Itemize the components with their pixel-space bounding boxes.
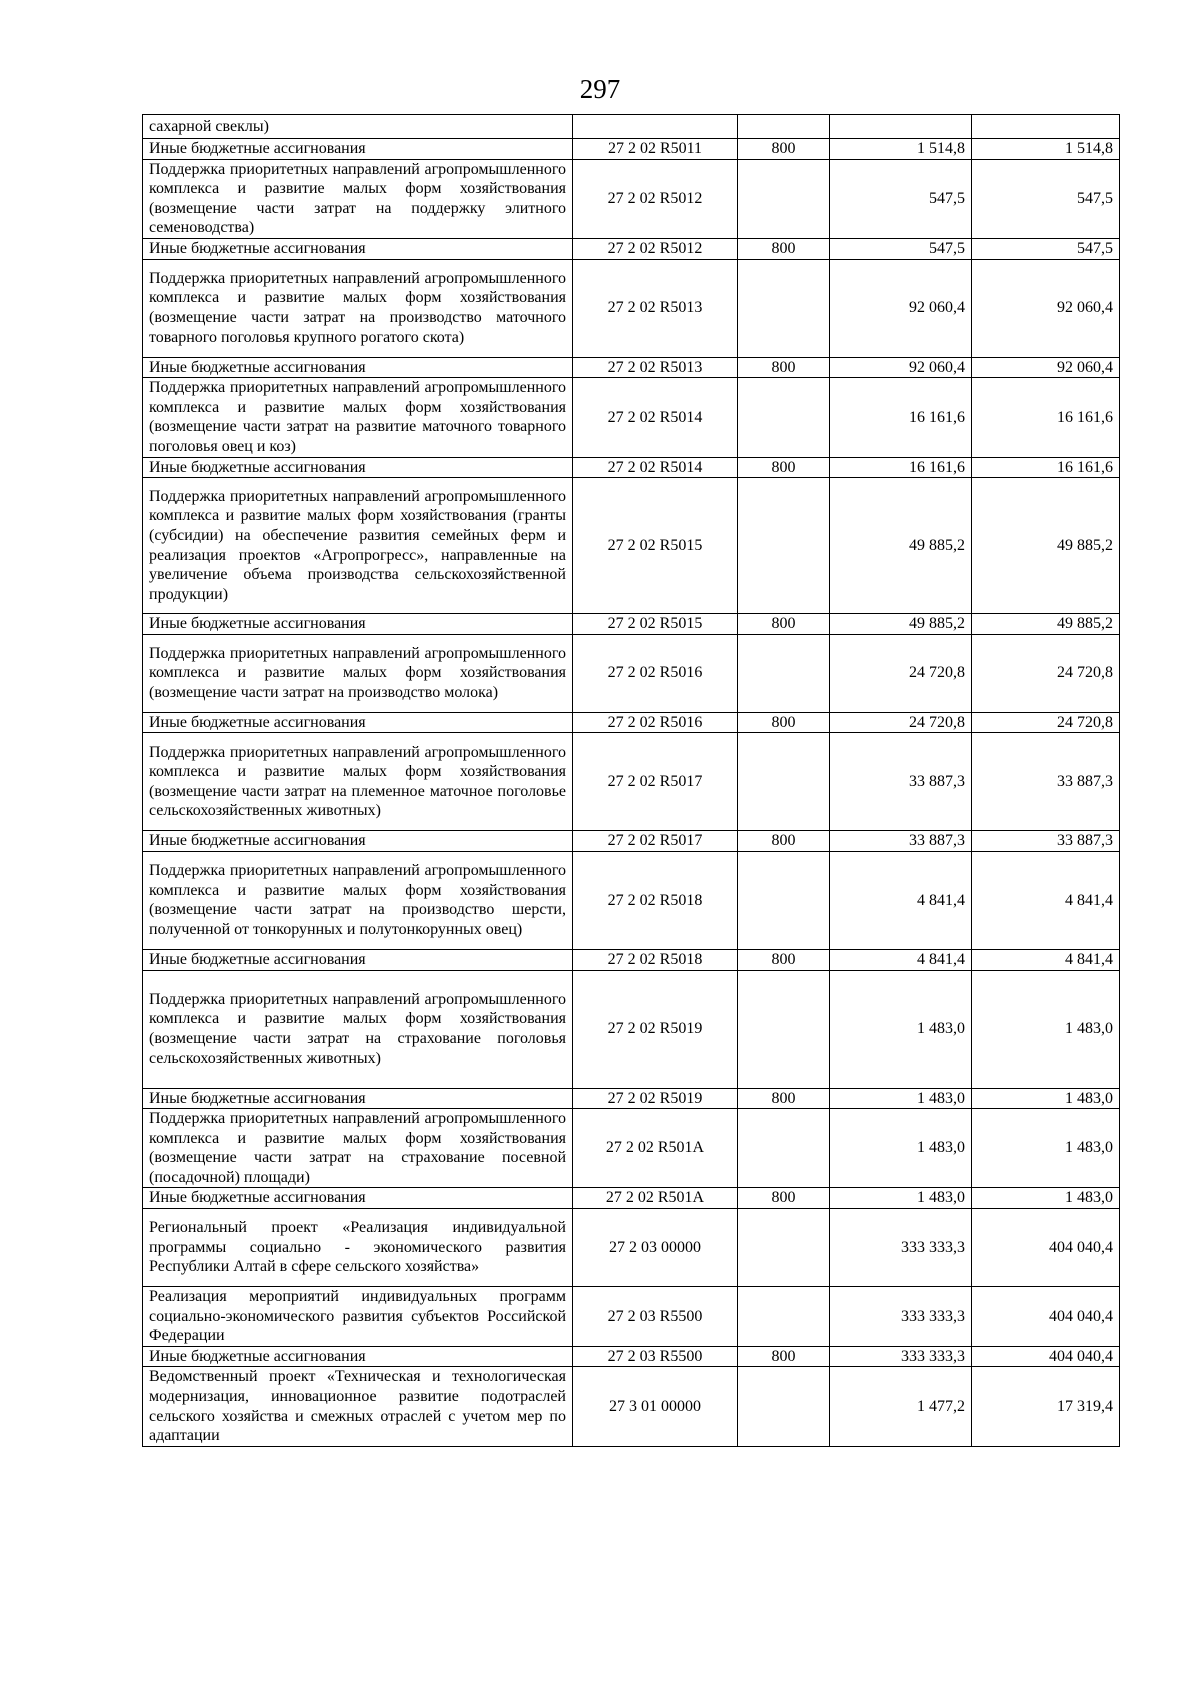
row-amount-1-cell: 1 483,0 (830, 1109, 972, 1188)
row-name-cell: Иные бюджетные ассигнования (143, 357, 573, 378)
row-code-cell (573, 115, 738, 139)
row-amount-1-cell: 333 333,3 (830, 1209, 972, 1287)
row-expense-type-cell: 800 (738, 139, 830, 160)
table-row (143, 1209, 1120, 1287)
row-amount-2-cell: 1 483,0 (972, 1088, 1120, 1109)
table-row (143, 457, 1120, 478)
row-expense-type-cell: 800 (738, 1346, 830, 1367)
row-amount-2-cell: 92 060,4 (972, 357, 1120, 378)
row-amount-1-cell: 4 841,4 (830, 851, 972, 949)
row-amount-1-cell: 1 483,0 (830, 1188, 972, 1209)
row-name-cell: Иные бюджетные ассигнования (143, 139, 573, 160)
row-amount-2-cell: 33 887,3 (972, 831, 1120, 852)
table-row (143, 1346, 1120, 1367)
row-amount-2-cell: 17 319,4 (972, 1367, 1120, 1446)
row-amount-1-cell: 49 885,2 (830, 478, 972, 614)
table-row (143, 1109, 1120, 1188)
table-row (143, 139, 1120, 160)
row-name-cell: Иные бюджетные ассигнования (143, 1188, 573, 1209)
table-row (143, 159, 1120, 238)
page-number: 297 (579, 74, 621, 104)
row-expense-type-cell (738, 634, 830, 712)
row-name-cell: Поддержка приоритетных направлений агропромышленного комплекса и развитие малых форм хозяйствования (возмещение части затрат на страхование посевной (посадочной) площади) (143, 1109, 573, 1188)
row-amount-1-cell: 333 333,3 (830, 1346, 972, 1367)
table-row (143, 1188, 1120, 1209)
row-name-cell: Иные бюджетные ассигнования (143, 457, 573, 478)
row-code-cell: 27 2 02 R5012 (573, 238, 738, 259)
row-expense-type-cell (738, 1209, 830, 1287)
table-row (143, 614, 1120, 635)
table-row (143, 1287, 1120, 1347)
row-code-cell: 27 2 02 R5015 (573, 614, 738, 635)
row-code-cell: 27 2 02 R5017 (573, 733, 738, 831)
row-name-cell: Иные бюджетные ассигнования (143, 949, 573, 970)
row-expense-type-cell (738, 378, 830, 457)
row-amount-1-cell: 547,5 (830, 238, 972, 259)
row-expense-type-cell (738, 970, 830, 1088)
row-expense-type-cell: 800 (738, 238, 830, 259)
table-row (143, 1367, 1120, 1446)
row-amount-1-cell: 92 060,4 (830, 259, 972, 357)
table-row (143, 733, 1120, 831)
row-name-cell: Реализация мероприятий индивидуальных программ социально-экономического развития субъектов Российской Федерации (143, 1287, 573, 1347)
row-amount-2-cell (972, 115, 1120, 139)
row-amount-2-cell: 24 720,8 (972, 634, 1120, 712)
row-code-cell: 27 2 02 R5017 (573, 831, 738, 852)
row-amount-1-cell: 24 720,8 (830, 634, 972, 712)
row-name-cell: Поддержка приоритетных направлений агропромышленного комплекса и развитие малых форм хозяйствования (возмещение части затрат на страхование поголовья сельскохозяйственных животных) (143, 970, 573, 1088)
row-amount-1-cell: 49 885,2 (830, 614, 972, 635)
row-amount-2-cell: 404 040,4 (972, 1209, 1120, 1287)
row-name-cell: Иные бюджетные ассигнования (143, 238, 573, 259)
row-amount-1-cell: 16 161,6 (830, 457, 972, 478)
row-expense-type-cell (738, 733, 830, 831)
row-name-cell: Поддержка приоритетных направлений агропромышленного комплекса и развитие малых форм хозяйствования (возмещение части затрат на производство шерсти, полученной от тонкорунных и полутонкорунных овец) (143, 851, 573, 949)
row-code-cell: 27 2 02 R501А (573, 1109, 738, 1188)
row-name-cell: Иные бюджетные ассигнования (143, 1088, 573, 1109)
row-code-cell: 27 2 02 R5011 (573, 139, 738, 160)
row-code-cell: 27 2 02 R5016 (573, 712, 738, 733)
row-amount-2-cell: 16 161,6 (972, 457, 1120, 478)
row-expense-type-cell (738, 259, 830, 357)
row-name-cell: Поддержка приоритетных направлений агропромышленного комплекса и развитие малых форм хозяйствования (возмещение части затрат на развитие маточного товарного поголовья овец и коз) (143, 378, 573, 457)
row-amount-2-cell: 1 483,0 (972, 970, 1120, 1088)
table-row (143, 851, 1120, 949)
row-expense-type-cell (738, 851, 830, 949)
row-name-cell: Поддержка приоритетных направлений агропромышленного комплекса и развитие малых форм хозяйствования (возмещение части затрат на производство молока) (143, 634, 573, 712)
row-expense-type-cell: 800 (738, 357, 830, 378)
row-amount-1-cell: 1 514,8 (830, 139, 972, 160)
row-code-cell: 27 2 02 R5013 (573, 259, 738, 357)
budget-table-body (143, 115, 1120, 1447)
row-amount-1-cell: 1 483,0 (830, 970, 972, 1088)
table-row (143, 115, 1120, 139)
row-amount-1-cell: 1 483,0 (830, 1088, 972, 1109)
row-code-cell: 27 2 02 R5019 (573, 1088, 738, 1109)
row-amount-2-cell: 49 885,2 (972, 614, 1120, 635)
row-expense-type-cell: 800 (738, 1088, 830, 1109)
row-code-cell: 27 2 02 R5019 (573, 970, 738, 1088)
row-amount-2-cell: 4 841,4 (972, 949, 1120, 970)
row-amount-1-cell: 92 060,4 (830, 357, 972, 378)
table-row (143, 949, 1120, 970)
row-name-cell: Иные бюджетные ассигнования (143, 614, 573, 635)
row-code-cell: 27 2 02 R5018 (573, 851, 738, 949)
row-code-cell: 27 2 02 R5015 (573, 478, 738, 614)
row-amount-2-cell: 1 483,0 (972, 1109, 1120, 1188)
table-row (143, 1088, 1120, 1109)
row-name-cell: Иные бюджетные ассигнования (143, 831, 573, 852)
table-row (143, 970, 1120, 1088)
row-expense-type-cell (738, 1287, 830, 1347)
row-amount-2-cell: 16 161,6 (972, 378, 1120, 457)
row-name-cell: Иные бюджетные ассигнования (143, 1346, 573, 1367)
row-code-cell: 27 2 02 R501А (573, 1188, 738, 1209)
row-amount-2-cell: 404 040,4 (972, 1346, 1120, 1367)
row-code-cell: 27 2 02 R5013 (573, 357, 738, 378)
row-name-cell: Иные бюджетные ассигнования (143, 712, 573, 733)
row-expense-type-cell: 800 (738, 614, 830, 635)
row-amount-1-cell: 16 161,6 (830, 378, 972, 457)
row-name-cell: Ведомственный проект «Техническая и технологическая модернизация, инновационное развитие подотраслей сельского хозяйства и смежных отраслей с учетом мер по адаптации (143, 1367, 573, 1446)
row-code-cell: 27 2 02 R5018 (573, 949, 738, 970)
row-name-cell: сахарной свеклы) (143, 115, 573, 139)
table-row (143, 634, 1120, 712)
row-expense-type-cell: 800 (738, 831, 830, 852)
row-code-cell: 27 2 02 R5012 (573, 159, 738, 238)
row-expense-type-cell (738, 478, 830, 614)
row-amount-2-cell: 404 040,4 (972, 1287, 1120, 1347)
row-expense-type-cell (738, 1109, 830, 1188)
row-name-cell: Поддержка приоритетных направлений агропромышленного комплекса и развитие малых форм хозяйствования (возмещение части затрат на производство маточного товарного поголовья крупного рогатого скота) (143, 259, 573, 357)
row-code-cell: 27 2 02 R5016 (573, 634, 738, 712)
table-row (143, 259, 1120, 357)
row-code-cell: 27 2 02 R5014 (573, 378, 738, 457)
row-code-cell: 27 2 03 R5500 (573, 1287, 738, 1347)
row-expense-type-cell: 800 (738, 712, 830, 733)
row-amount-1-cell: 333 333,3 (830, 1287, 972, 1347)
row-expense-type-cell (738, 159, 830, 238)
row-code-cell: 27 2 03 R5500 (573, 1346, 738, 1367)
row-amount-1-cell: 4 841,4 (830, 949, 972, 970)
row-amount-2-cell: 1 514,8 (972, 139, 1120, 160)
row-amount-1-cell: 1 477,2 (830, 1367, 972, 1446)
row-amount-1-cell: 24 720,8 (830, 712, 972, 733)
row-code-cell: 27 2 02 R5014 (573, 457, 738, 478)
row-expense-type-cell (738, 115, 830, 139)
row-amount-2-cell: 4 841,4 (972, 851, 1120, 949)
row-amount-1-cell (830, 115, 972, 139)
row-expense-type-cell: 800 (738, 949, 830, 970)
row-amount-2-cell: 92 060,4 (972, 259, 1120, 357)
row-expense-type-cell: 800 (738, 1188, 830, 1209)
row-expense-type-cell (738, 1367, 830, 1446)
row-amount-1-cell: 33 887,3 (830, 733, 972, 831)
row-amount-2-cell: 49 885,2 (972, 478, 1120, 614)
row-name-cell: Поддержка приоритетных направлений агропромышленного комплекса и развитие малых форм хозяйствования (возмещение части затрат на поддержку элитного семеноводства) (143, 159, 573, 238)
row-expense-type-cell: 800 (738, 457, 830, 478)
row-code-cell: 27 2 03 00000 (573, 1209, 738, 1287)
row-amount-2-cell: 547,5 (972, 238, 1120, 259)
row-amount-2-cell: 33 887,3 (972, 733, 1120, 831)
row-amount-2-cell: 1 483,0 (972, 1188, 1120, 1209)
row-amount-2-cell: 24 720,8 (972, 712, 1120, 733)
row-code-cell: 27 3 01 00000 (573, 1367, 738, 1446)
table-row (143, 357, 1120, 378)
table-row (143, 378, 1120, 457)
table-row (143, 478, 1120, 614)
table-row (143, 238, 1120, 259)
row-name-cell: Поддержка приоритетных направлений агропромышленного комплекса и развитие малых форм хозяйствования (возмещение части затрат на племенное маточное поголовье сельскохозяйственных животных) (143, 733, 573, 831)
row-amount-2-cell: 547,5 (972, 159, 1120, 238)
row-name-cell: Региональный проект «Реализация индивидуальной программы социально - экономического развития Республики Алтай в сфере сельского хозяйства» (143, 1209, 573, 1287)
budget-table (142, 114, 1120, 1447)
row-amount-1-cell: 547,5 (830, 159, 972, 238)
table-row (143, 831, 1120, 852)
row-name-cell: Поддержка приоритетных направлений агропромышленного комплекса и развитие малых форм хозяйствования (гранты (субсидии) на обеспечение развития семейных ферм и реализация проектов «Агропрогресс», направленные на увеличение объема производства сельскохозяйственной продукции) (143, 478, 573, 614)
table-row (143, 712, 1120, 733)
row-amount-1-cell: 33 887,3 (830, 831, 972, 852)
